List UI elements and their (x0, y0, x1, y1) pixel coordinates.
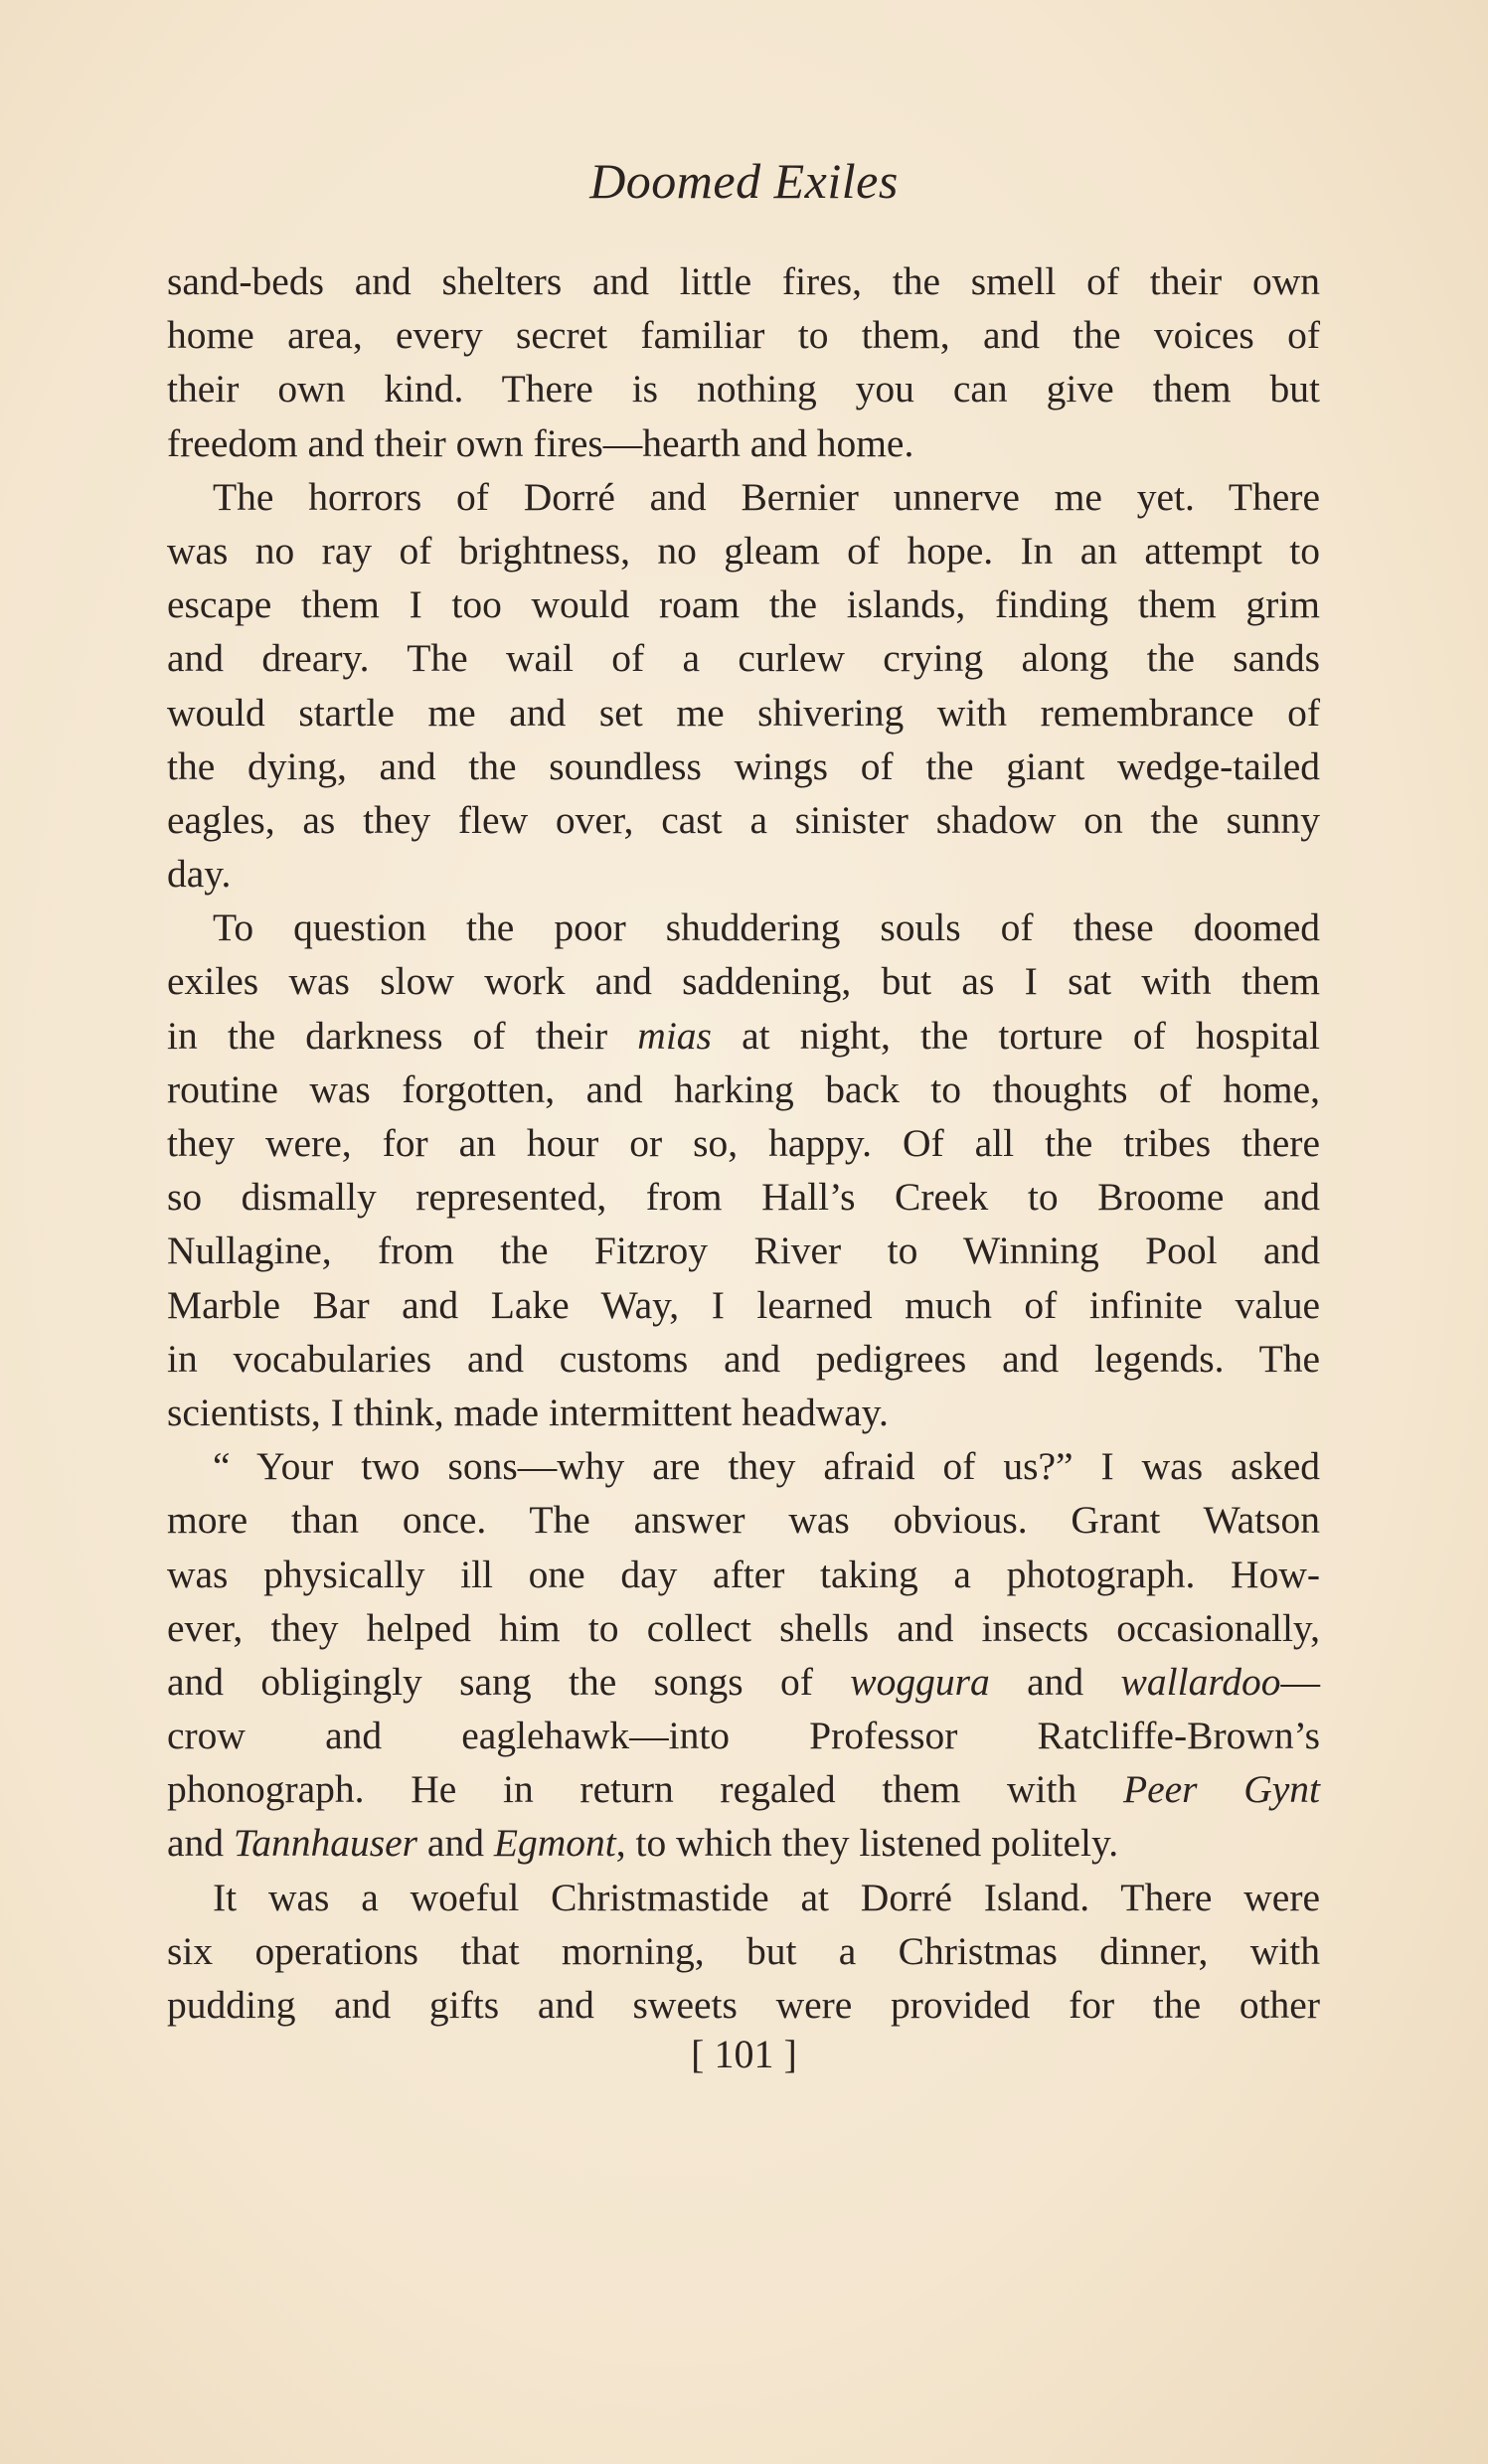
text-line: freedom and their own fires—hearth and home. (167, 420, 914, 465)
text-line: ever, they helped him to collect shells and insects occasionally, (167, 1605, 1320, 1650)
text-line: crow and eaglehawk—into Professor Ratcliffe-Brown’s (167, 1714, 1320, 1758)
text-line: six operations that morning, but a Christmas dinner, with (167, 1928, 1320, 1973)
text-line: was physically ill one day after taking a photograph. How- (167, 1552, 1320, 1596)
text-line: and Tannhauser and Egmont, to which they listened politely. (167, 1821, 1119, 1866)
text-line: scientists, I think, made intermittent headway. (167, 1390, 889, 1434)
text-line: day. (167, 852, 232, 897)
text-line: they were, for an hour or so, happy. Of all the tribes there (167, 1121, 1320, 1165)
text-line: sand-beds and shelters and little fires, the smell of their own (167, 259, 1320, 303)
text-line: their own kind. There is nothing you can give them but (167, 367, 1320, 411)
text-line: in vocabularies and customs and pedigrees and legends. The (167, 1336, 1320, 1381)
paragraph (167, 470, 1320, 902)
text-line: would startle me and set me shivering with remembrance of (167, 690, 1320, 735)
text-line: Nullagine, from the Fitzroy River to Winning Pool and (167, 1229, 1320, 1273)
text-line: eagles, as they flew over, cast a sinister shadow on the sunny (167, 797, 1320, 842)
running-head: Doomed Exiles (589, 153, 899, 209)
text-line: home area, every secret familiar to them, and the voices of (167, 313, 1320, 358)
text-line: escape them I too would roam the islands, finding them grim (167, 582, 1320, 627)
text-line: It was a woeful Christmastide at Dorré Island. There were (213, 1875, 1320, 1919)
text-line: so dismally represented, from Hall’s Creek to Broome and (167, 1175, 1320, 1220)
text-line: more than once. The answer was obvious. Grant Watson (167, 1498, 1320, 1543)
paragraph (167, 254, 1320, 470)
page-number: [ 101 ] (691, 2032, 797, 2076)
text-line: and dreary. The wail of a curlew crying along the sands (167, 636, 1320, 681)
text-line: The horrors of Dorré and Bernier unnerve me yet. There (213, 474, 1320, 519)
text-line: and obligingly sang the songs of woggura and wallardoo— (167, 1659, 1320, 1704)
text-line: phonograph. He in return regaled them with Peer Gynt (167, 1767, 1320, 1812)
text-line: exiles was slow work and saddening, but as I sat with them (167, 959, 1320, 1004)
text-line: Marble Bar and Lake Way, I learned much of infinite value (167, 1282, 1320, 1327)
text-line: was no ray of brightness, no gleam of hope. In an attempt to (167, 528, 1320, 573)
paragraph (167, 901, 1320, 1439)
body-text (167, 254, 1320, 2032)
paragraph (167, 1439, 1320, 1871)
text-line: pudding and gifts and sweets were provided for the other (167, 1983, 1320, 2027)
text-line: in the darkness of their mias at night, the torture of hospital (167, 1013, 1320, 1058)
paragraph (167, 1871, 1320, 2033)
text-line: To question the poor shuddering souls of these doomed (213, 905, 1320, 950)
text-line: routine was forgotten, and harking back to thoughts of home, (167, 1067, 1320, 1111)
text-line: “ Your two sons—why are they afraid of us?” I was asked (213, 1444, 1320, 1489)
text-line: the dying, and the soundless wings of the giant wedge-tailed (167, 743, 1320, 788)
